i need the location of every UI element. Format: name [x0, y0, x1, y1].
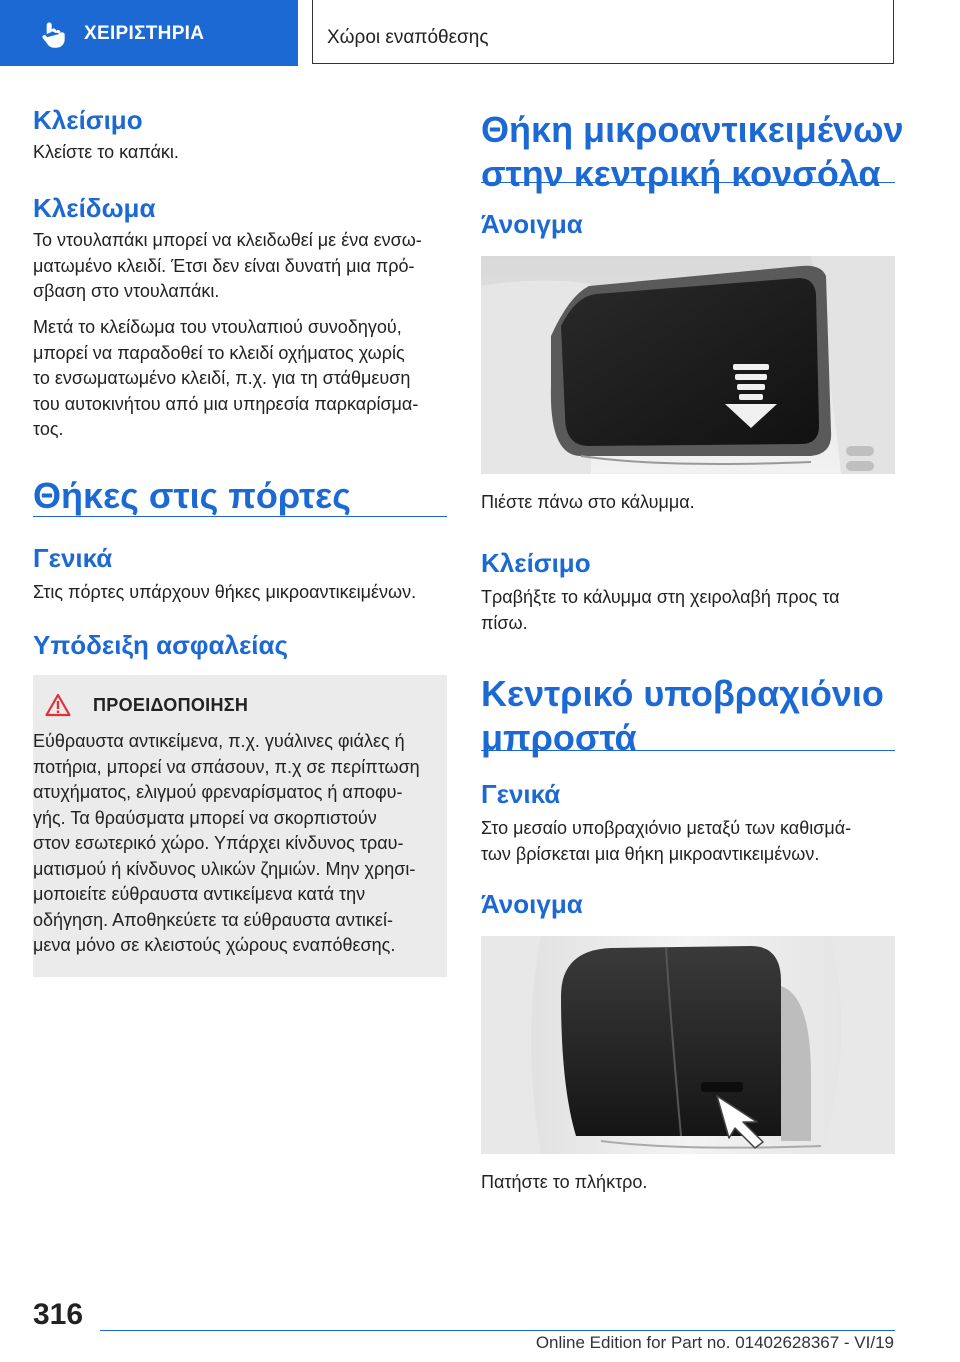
section-divider: [481, 182, 895, 183]
section-tab-storage[interactable]: [312, 0, 894, 64]
text-line: Στο μεσαίο υποβραχιόνιο μεταξύ των καθισμά-: [481, 818, 852, 838]
text-line: πίσω.: [481, 612, 528, 633]
general-heading-right: Γενικά: [481, 779, 561, 809]
opening-heading: Άνοιγμα: [481, 209, 583, 239]
text-line: Το ντουλαπάκι μπορεί να κλειδωθεί με ένα ενσω-: [33, 230, 422, 250]
edition-text: Online Edition for Part no. 01402628367 - VI/19: [535, 1333, 894, 1352]
armrest-illustration: [481, 936, 895, 1154]
page-number: 316: [33, 1298, 84, 1331]
text-line: μενα μόνο σε κλειστούς χώρους εναπόθεσης.: [33, 935, 396, 955]
locking-heading: Κλείδωμα: [33, 193, 156, 223]
page-header: [0, 0, 960, 66]
doors-heading: Θήκες στις πόρτες: [33, 475, 351, 516]
armrest-photo: [481, 936, 895, 1154]
warning-box: [33, 672, 447, 977]
photo2-caption: Πατήστε το πλήκτρο.: [481, 1172, 648, 1192]
text-line: γής. Τα θραύσματα μπορεί να σκορπιστούν: [33, 807, 377, 828]
locking-paragraph-1: [33, 228, 447, 305]
text-line: το ενσωματωμένο κλειδί, π.χ. για τη στάθμευση: [33, 368, 411, 388]
closing-heading-right: Κλείσιμο: [481, 548, 591, 578]
text-line: μπορεί να παραδοθεί το κλειδί οχήματος χωρίς: [33, 342, 405, 363]
locking-paragraph-2: [33, 315, 447, 443]
text-line: ματισμού ή κίνδυνος υλικών ζημιών. Μην χρησι-: [33, 858, 416, 879]
heading-line: στην κεντρική κονσόλα: [481, 153, 881, 194]
tab-secondary-label: Χώροι εναπόθεσης: [327, 27, 489, 48]
text-line: στον εσωτερικό χώρο. Υπάρχει κίνδυνος τραυ-: [33, 833, 404, 853]
tab-primary-label: ΧΕΙΡΙΣΤΗΡΙΑ: [84, 23, 205, 44]
closing-text: Κλείστε το καπάκι.: [33, 142, 179, 162]
console-tray-illustration: [481, 256, 895, 474]
general-text: Στις πόρτες υπάρχουν θήκες μικροαντικειμένων.: [33, 582, 417, 602]
heading-line: Θήκη μικροαντικειμένων: [481, 109, 904, 150]
text-line: Μετά το κλείδωμα του ντουλαπιού συνοδηγού,: [33, 317, 402, 337]
text-line: των βρίσκεται μια θήκη μικροαντικειμένων.: [481, 843, 820, 864]
footer-divider: [100, 1330, 895, 1331]
text-line: οδήγηση. Αποθηκεύετε τα εύθραυστα αντικεί-: [33, 909, 393, 930]
heading-line: μπροστά: [481, 717, 637, 758]
section-divider: [481, 750, 895, 751]
text-line: σβαση στο ντουλαπάκι.: [33, 281, 220, 301]
armrest-heading: [481, 672, 884, 760]
safety-heading: Υπόδειξη ασφαλείας: [33, 630, 289, 660]
general-paragraph: [481, 816, 895, 867]
hand-pointer-icon: [38, 20, 68, 50]
text-line: ποτήρια, μπορεί να σπάσουν, π.χ σε περίπτωση: [33, 756, 420, 777]
text-line: ματωμένο κλειδί. Έτσι δεν είναι δυνατή μια πρό-: [33, 255, 415, 276]
warning-title: ΠΡΟΕΙΔΟΠΟΙΗΣΗ: [93, 695, 249, 715]
text-line: Εύθραυστα αντικείμενα, π.χ. γυάλινες φιάλες ή: [33, 731, 405, 751]
section-divider: [33, 516, 447, 517]
text-line: ατυχήματος, ελιγμού φρεναρίσματος ή αποφυ-: [33, 782, 403, 802]
text-line: τος.: [33, 419, 64, 439]
closing-heading: Κλείσιμο: [33, 105, 143, 135]
closing-paragraph: [481, 585, 895, 636]
section-tab-controls[interactable]: [0, 0, 298, 66]
console-tray-photo: [481, 256, 895, 474]
text-line: μοποιείτε εύθραυστα αντικείμενα κατά την: [33, 884, 366, 904]
opening2-heading: Άνοιγμα: [481, 889, 583, 919]
warning-triangle-icon: [45, 693, 71, 717]
text-line: του αυτοκινήτου από μια υπηρεσία παρκαρίσμα-: [33, 393, 419, 414]
text-line: Τραβήξτε το κάλυμμα στη χειρολαβή προς τα: [481, 587, 840, 607]
photo1-caption: Πιέστε πάνω στο κάλυμμα.: [481, 492, 695, 512]
heading-line: Κεντρικό υποβραχιόνιο: [481, 673, 884, 714]
general-heading: Γενικά: [33, 543, 113, 573]
